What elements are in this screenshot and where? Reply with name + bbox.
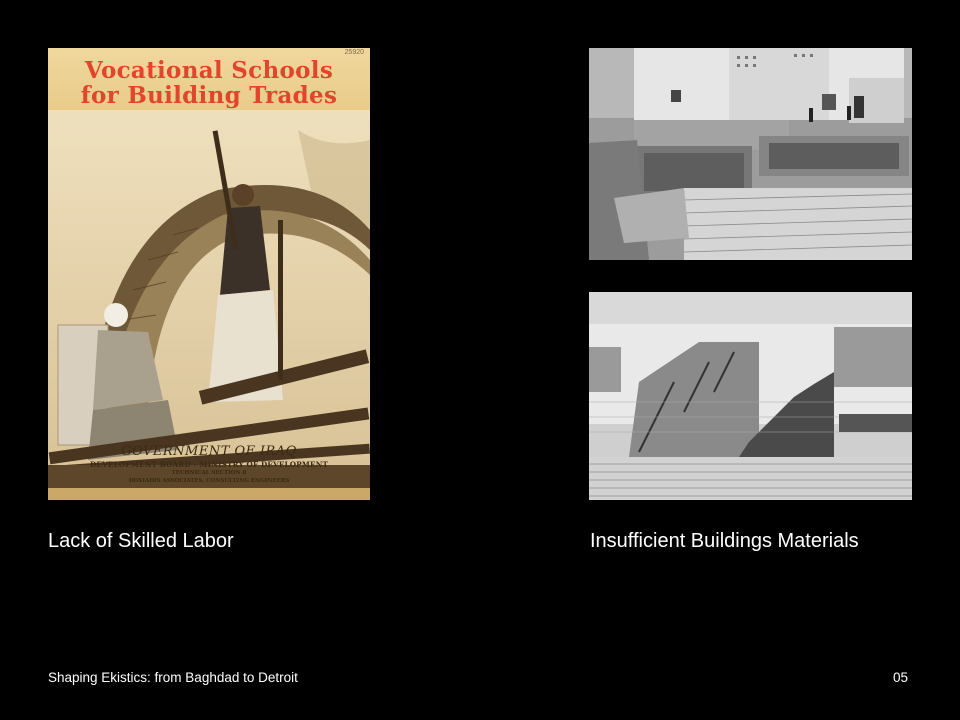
brick-yard-photo — [589, 48, 912, 260]
cover-publisher-block — [48, 444, 370, 484]
cover-catalog-number: 25920 — [344, 49, 364, 56]
footer-presentation-title: Shaping Ekistics: from Baghdad to Detroit — [48, 670, 298, 685]
cover-title-line2: for Building Trades — [80, 82, 338, 109]
cover-photo-workers-building-arch — [48, 110, 370, 488]
cover-title-line1: Vocational Schools — [84, 57, 334, 84]
cover-title — [48, 58, 370, 108]
cover-board: DEVELOPMENT BOARD - MINISTRY OF DEVELOPMENT — [89, 460, 329, 469]
caption-lack-of-skilled-labor: Lack of Skilled Labor — [48, 530, 234, 552]
booklet-cover-image — [48, 48, 370, 500]
cover-consultants: DOXIADIS ASSOCIATES, CONSULTING ENGINEERS — [128, 478, 290, 484]
caption-insufficient-materials: Insufficient Buildings Materials — [590, 530, 859, 552]
brick-houses-photo — [589, 292, 912, 500]
cover-publisher: GOVERNMENT OF IRAQ — [121, 444, 297, 459]
slide-page-number: 05 — [893, 670, 909, 685]
cover-section: TECHNICAL SECTION 8 — [171, 470, 247, 476]
